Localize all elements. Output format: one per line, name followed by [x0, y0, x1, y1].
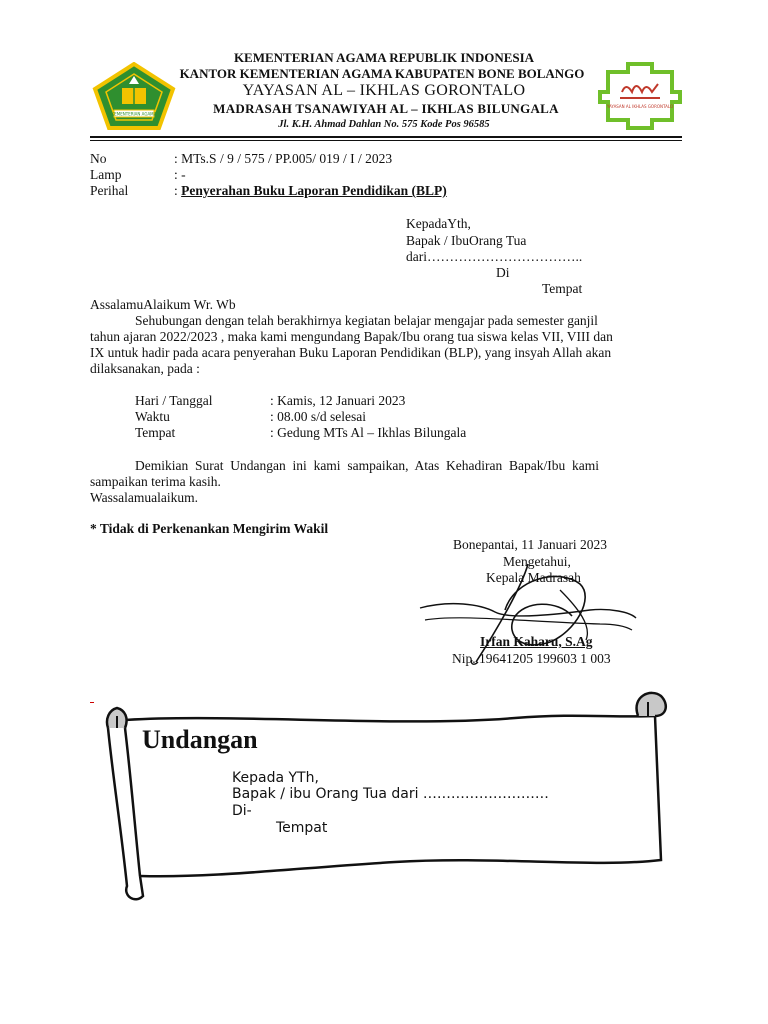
meta-lamp-label: Lamp: [90, 167, 122, 182]
meta-no-value: : MTs.S / 9 / 575 / PP.005/ 019 / I / 2023: [174, 151, 393, 166]
paragraph-line-3: IX untuk hadir pada acara penyerahan Buku Laporan Pendidikan (BLP), yang insyah Allah akan: [90, 345, 612, 360]
ministry-logo-text: KEMENTERIAN AGAMA: [111, 111, 157, 117]
signature-place-date: Bonepantai, 11 Januari 2023: [453, 537, 607, 552]
recipient-line-1: KepadaYth,: [406, 216, 471, 231]
meta-lamp: [90, 167, 186, 183]
letterhead-foundation: YAYASAN AL – IKHLAS GORONTALO: [242, 82, 526, 99]
red-mark: [90, 702, 94, 703]
recipient-line-2: Bapak / IbuOrang Tua: [406, 233, 527, 248]
signature-knowing: Mengetahui,: [503, 554, 571, 569]
signature-name: Irfan Kaharu, S.Ag: [480, 634, 593, 649]
meta-perihal-label: Perihal: [90, 183, 129, 198]
letterhead-office: KANTOR KEMENTERIAN AGAMA KABUPATEN BONE BOLANGO: [179, 66, 585, 81]
invitation-line-3: Di-: [232, 803, 252, 819]
meta-perihal: [90, 183, 447, 199]
paragraph-line-2: tahun ajaran 2022/2023 , maka kami mengundang Bapak/Ibu orang tua siswa kelas VII, VIII dan: [90, 329, 613, 344]
foundation-logo-text: YAYASAN AL IKHLAS GORONTALO: [606, 104, 674, 109]
letterhead-ministry: KEMENTERIAN AGAMA REPUBLIK INDONESIA: [233, 50, 535, 65]
signature-nip: Nip. 19641205 199603 1 003: [452, 651, 611, 666]
letterhead-school: MADRASAH TSANAWIYAH AL – IKHLAS BILUNGALA: [213, 101, 559, 116]
detail-time-value: : 08.00 s/d selesai: [270, 409, 366, 424]
detail-place-value: : Gedung MTs Al – Ikhlas Bilungala: [270, 425, 467, 440]
recipient-line-4: Di: [496, 265, 510, 280]
detail-time-label: Waktu: [135, 409, 170, 424]
closing-line-2: sampaikan terima kasih.: [90, 474, 221, 489]
meta-no-label: No: [90, 151, 107, 166]
invitation-line-4: Tempat: [276, 820, 328, 836]
letterhead-address: Jl. K.H. Ahmad Dahlan No. 575 Kode Pos 96585: [278, 119, 490, 130]
meta-lamp-value: : -: [174, 167, 186, 182]
recipient-line-3: dari……………………………..: [406, 249, 583, 264]
paragraph-line-1: Sehubungan dengan telah berakhirnya kegiatan belajar mengajar pada semester ganjil: [135, 313, 598, 328]
meta-perihal-colon: :: [174, 183, 182, 198]
letterhead-rule: [90, 136, 682, 138]
signature-position: Kepala Madrasah: [486, 570, 581, 585]
foundation-logo: [598, 62, 682, 130]
greeting: AssalamuAlaikum Wr. Wb: [90, 297, 236, 312]
meta-perihal-value: Penyerahan Buku Laporan Pendidikan (BLP): [181, 183, 447, 198]
letterhead-rule-thin: [90, 140, 682, 141]
detail-place-label: Tempat: [135, 425, 176, 440]
invitation-line-2: Bapak / ibu Orang Tua dari ………………………: [232, 786, 549, 802]
closing-line-1: Demikian Surat Undangan ini kami sampaikan, Atas Kehadiran Bapak/Ibu kami: [135, 458, 599, 473]
paragraph-line-4: dilaksanakan, pada :: [90, 361, 200, 376]
meta-no: [90, 151, 392, 167]
recipient-line-5: Tempat: [542, 281, 583, 296]
detail-date-label: Hari / Tanggal: [135, 393, 213, 408]
invitation-title: Undangan: [142, 725, 258, 754]
no-proxy-note: * Tidak di Perkenankan Mengirim Wakil: [90, 521, 329, 536]
closing-line-3: Wassalamualaikum.: [90, 490, 199, 505]
detail-date-value: : Kamis, 12 Januari 2023: [270, 393, 406, 408]
invitation-line-1: Kepada YTh,: [232, 770, 319, 786]
